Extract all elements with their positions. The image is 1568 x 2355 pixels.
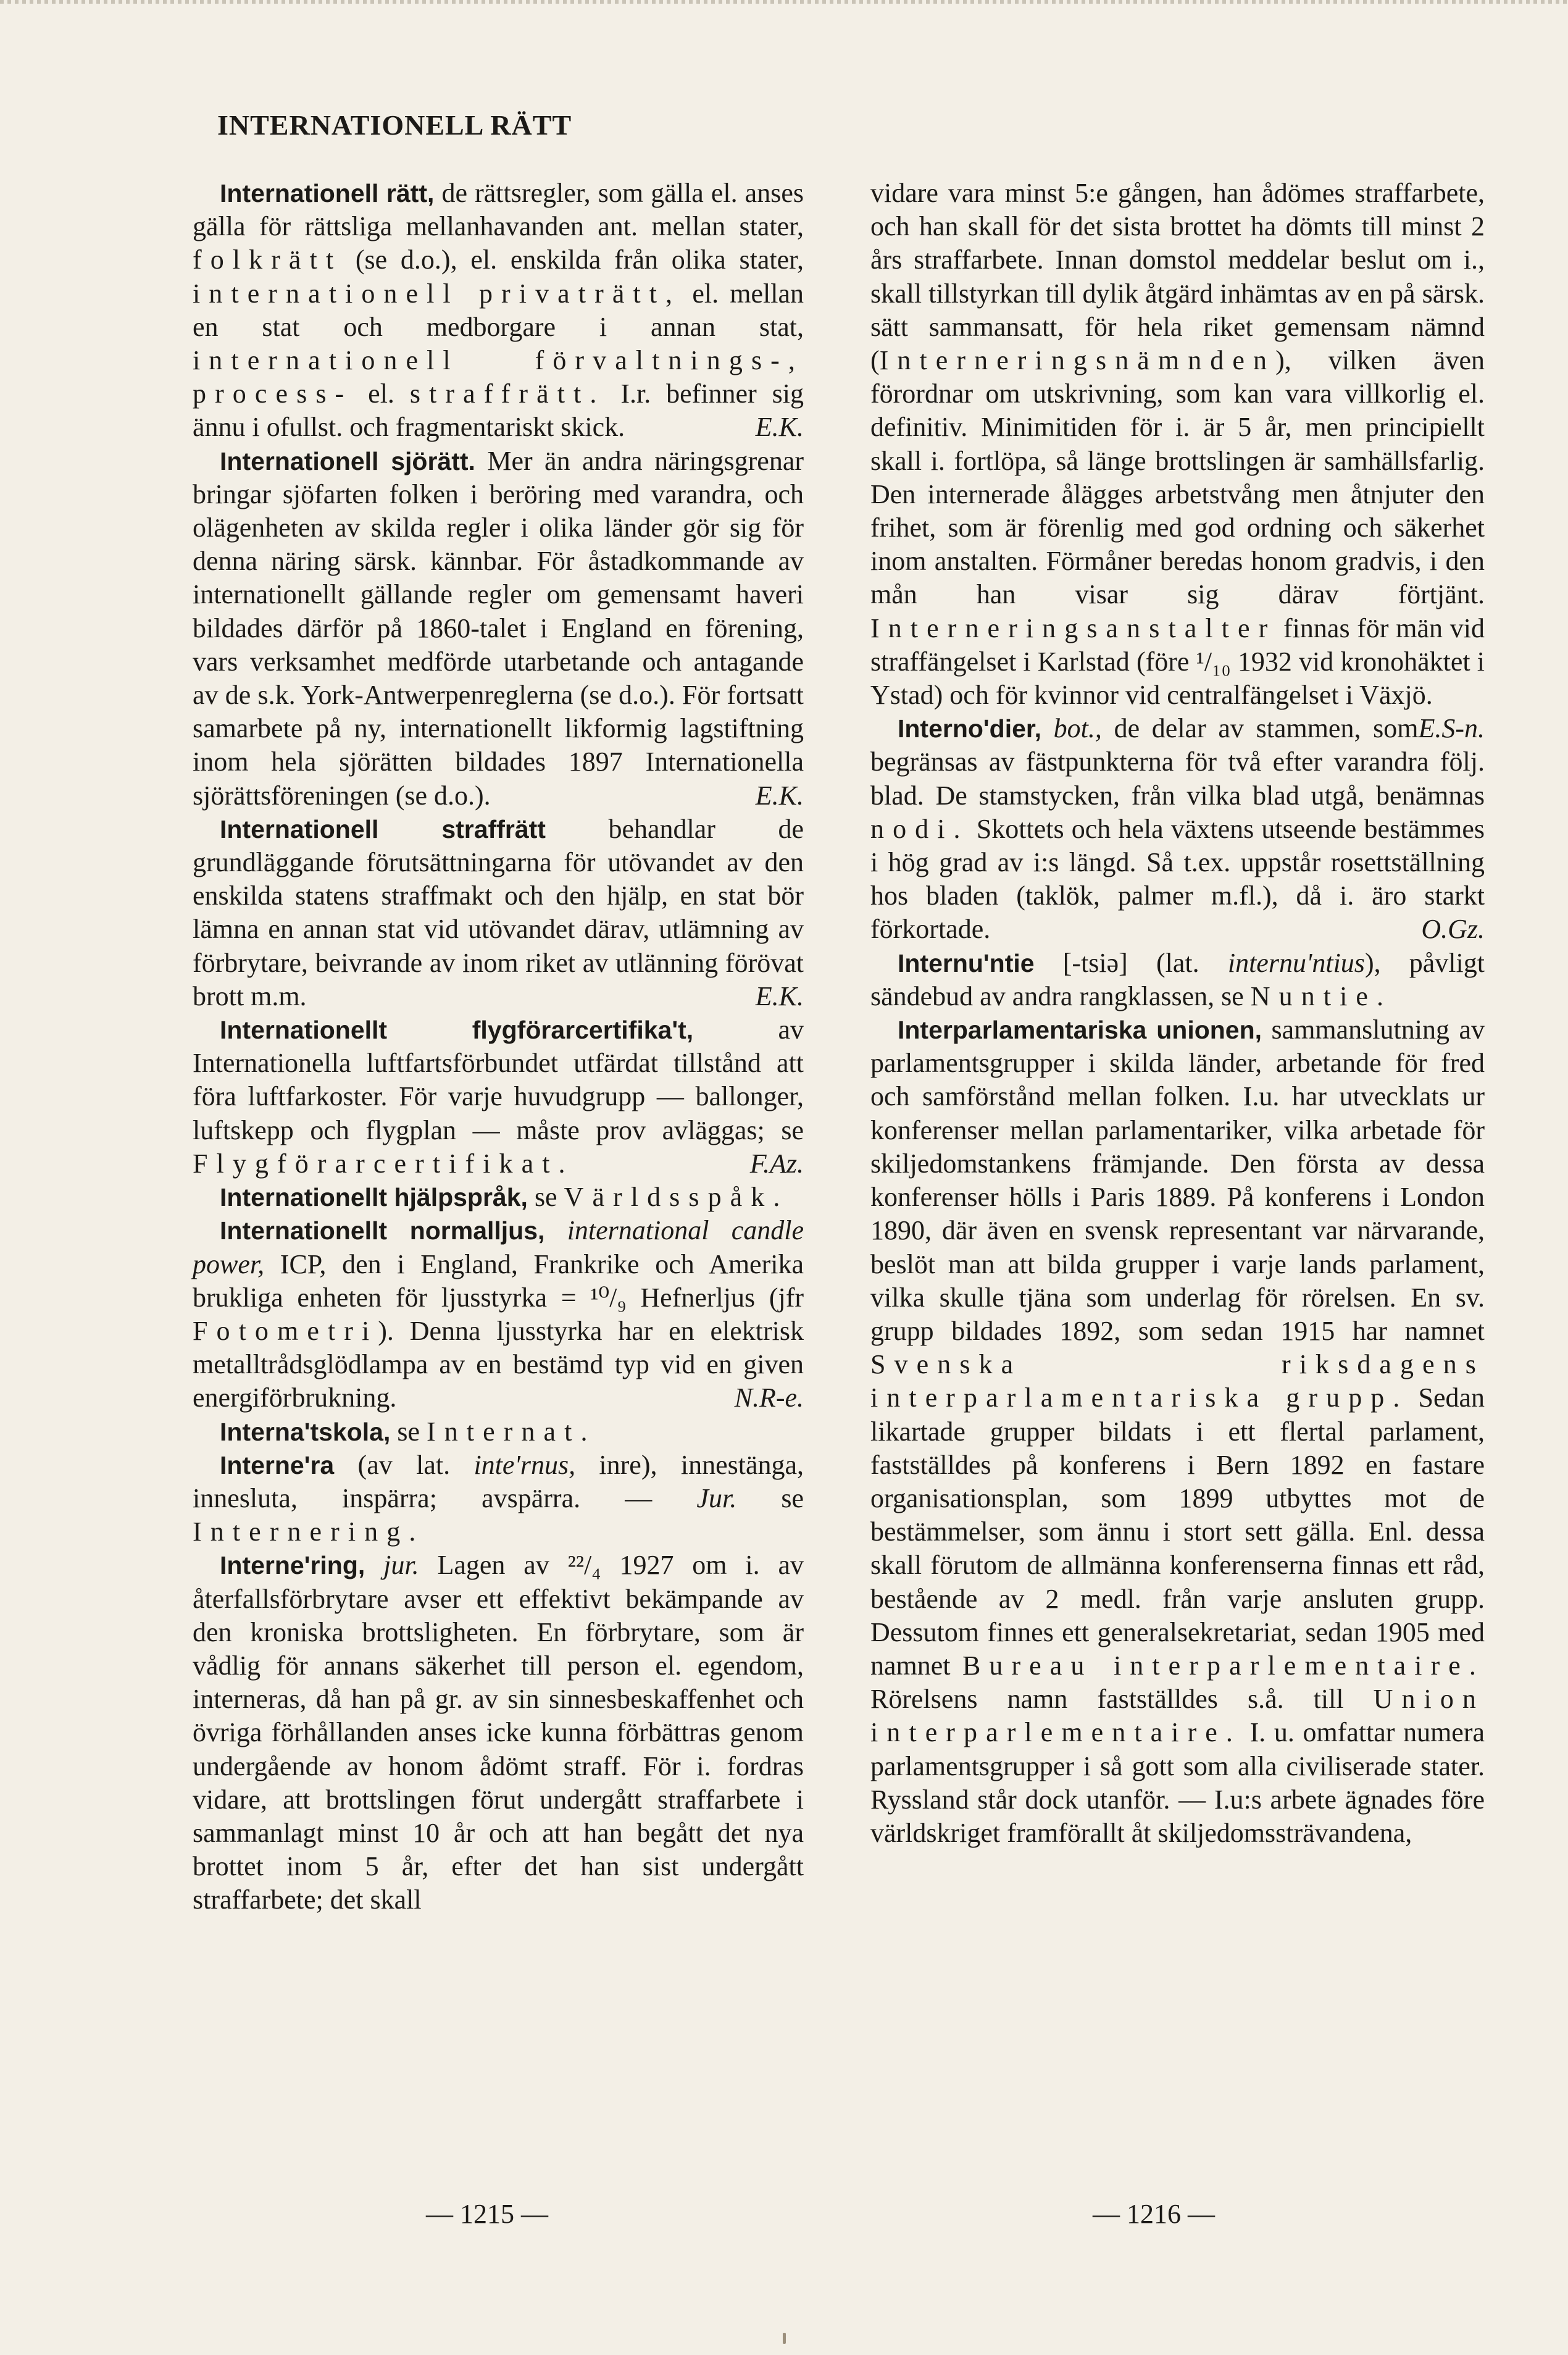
entry-text: (se d.o.), el. enskilda från olika stater, — [342, 245, 804, 275]
entry-text: el. — [352, 379, 410, 409]
headword: Interno'dier, — [898, 714, 1042, 743]
entry-internodier — [870, 712, 1485, 946]
paper-speck — [783, 2333, 786, 2344]
entry-interparlamentariska-unionen — [870, 1013, 1485, 1850]
emphasis-term: nodi. — [870, 813, 969, 844]
entry-text: inre), innestänga, innesluta, inspärra; avspärra. — — [193, 1449, 804, 1513]
author-signature: E.K. — [755, 412, 804, 443]
entry-internering — [193, 1549, 804, 1917]
emphasis-term: Interneringsanstalter — [870, 613, 1277, 643]
entry-text: Lagen av ²²/₄ 1927 om i. av återfallsförbrytare avser ett effektivt bekämpande av den kroniska brottsligheten. En förbrytare, som är vådlig för annans säkerhet till person el. egendom, interneras, då han på gr. av sin sinnesbeskaffenhet och övriga förhållanden anses icke kunna förbättras genom undergående av honom ådömt straff. För i. fordras vidare, att brottslingen förut undergått straffarbete i sammanlagt minst 10 år och att han begått det nya brottet inom 5 år, efter det han sist undergått straffarbete; det skall — [193, 1550, 804, 1915]
entry-normalljus — [193, 1214, 804, 1415]
headword: Interne'ra — [220, 1450, 335, 1479]
entry-internatskola — [193, 1415, 804, 1449]
entry-hjalpsprak — [193, 1181, 804, 1214]
entry-text: Sedan likartade grupper bildats i ett flertal parlament, fastställdes på konferens i Bern 1892 en fastare organisationsplan, som 1899 utbyttes mot de bestämmelser, som ännu i stort sett gälla. Enl. dessa skall förutom de allmänna konferenserna finnas ett råd, bestående av 2 medl. från varje ansluten grupp. Dessutom finnes ett generalsekretariat, sedan 1905 med namnet — [870, 1382, 1485, 1681]
emphasis-term: Union interparlementaire. — [870, 1684, 1485, 1748]
entry-internera — [193, 1449, 804, 1549]
emphasis-term: internationell förvaltnings-, process- — [193, 345, 804, 409]
entry-internationell-ratt — [193, 177, 804, 445]
headword: Interparlamentariska unionen, — [898, 1016, 1262, 1045]
emphasis-term: Interneringsnämnden — [879, 345, 1276, 376]
entry-text: se — [390, 1416, 427, 1447]
entry-text: Rörelsens namn fastställdes s.å. till — [870, 1684, 1374, 1715]
author-signature: N.R-e. — [734, 1382, 804, 1413]
author-signature: E.S-n. — [1418, 713, 1485, 744]
emphasis-term: internationell privaträtt, — [193, 278, 682, 309]
headword: Internu'ntie — [898, 948, 1035, 977]
emphasis-term: Bureau interparlementaire. — [962, 1650, 1485, 1681]
cross-reference: Nuntie. — [1250, 981, 1393, 1011]
entry-text: se — [736, 1483, 804, 1513]
entry-text: el. mellan en stat och medborgare i annan stat, — [193, 278, 804, 342]
entry-text: av Internationella luftfartsförbundet utfärdat tillstånd att föra luftfarkoster. För varje huvudgrupp — ballonger, luftskepp och flygplan — måste prov avläggas; se — [193, 1014, 804, 1145]
entry-text: de rättsregler, som gälla el. anses gälla för rättsliga mellanhavanden ant. mellan stater, — [193, 178, 804, 242]
headword: Internationellt normalljus, — [220, 1216, 545, 1245]
entry-text: ), vilken även förordnar om utskrivning, som kan vara villkorlig el. definitiv. Minimitiden för i. är 5 år, men principiellt skall i. fortlöpa, så länge brottslingen är samhällsfarlig. Den internerade ålägges arbetstvång men åtnjuter den frihet, som är förenlig med god ordning och säkerhet inom anstalten. Förmåner beredas honom gradvis, i den mån han visar sig därav förtjänt. — [870, 345, 1485, 610]
cross-reference: Internering. — [193, 1516, 425, 1547]
page-number-left: — 1215 — — [426, 2199, 548, 2229]
cross-reference: folkrätt — [193, 245, 343, 275]
running-head: INTERNATIONELL RÄTT — [217, 109, 572, 141]
headword: Interna'tskola, — [220, 1417, 391, 1446]
field-label: Jur. — [696, 1483, 737, 1513]
page-top-edge — [0, 0, 1568, 4]
entry-text: de delar av stammen, som begränsas av fästpunkterna för två efter varandra följ. blad. De stamstycken, från vilka blad utgå, benämnas — [870, 713, 1485, 811]
entry-text: vidare vara minst 5:e gången, han ådömes straffarbete, och han skall för det sista brottet ha dömts till minst 2 års straffarbete. Innan domstol meddelar beslut om i., skall tillstyrkan till dylik åtgärd inhämtas av en på särsk. sätt sammansatt, för hela riket gemensam nämnd ( — [870, 178, 1485, 376]
entry-internuntie — [870, 947, 1485, 1013]
entry-text: se — [527, 1182, 564, 1213]
headword: Internationell rätt, — [220, 179, 435, 207]
headword: Internationell sjörätt. — [220, 446, 475, 475]
entry-text: (av lat. — [334, 1449, 474, 1480]
foreign-term: inte'rnus, — [473, 1449, 576, 1480]
foreign-term: internu'ntius — [1227, 947, 1365, 978]
emphasis-term: straffrätt. — [409, 379, 606, 409]
right-column — [870, 177, 1485, 1850]
cross-reference: Världsspåk. — [564, 1182, 789, 1213]
foreign-term: international candle power, — [193, 1215, 804, 1279]
entry-text: I.r. befinner sig ännu i ofullst. och fragmentariskt skick. — [193, 379, 804, 443]
cross-reference: Fotometri — [193, 1315, 378, 1346]
left-column — [193, 177, 804, 1917]
author-signature: E.K. — [755, 981, 804, 1011]
cross-reference: Flygförarcertifikat. — [193, 1148, 574, 1179]
entry-text: Skottets och hela växtens utseende bestämmes i hög grad av i:s längd. Så t.ex. uppstår rosettställning hos bladen (taklök, palmer m.fl.), då i. äro starkt förkortade. — [870, 813, 1485, 945]
headword: Interne'ring, — [220, 1551, 365, 1580]
entry-flygforarcertifikat — [193, 1013, 804, 1181]
field-label: bot., — [1041, 713, 1102, 744]
entry-text: ). Denna ljusstyrka har en elektrisk metalltrådsglödlampa av en bestämd typ vid en given energiförbrukning. — [193, 1315, 804, 1413]
emphasis-term: Svenska riksdagens interparlamentariska grupp. — [870, 1349, 1485, 1413]
headword: Internationellt hjälpspråk, — [220, 1183, 528, 1212]
field-label: jur. — [365, 1550, 419, 1581]
page-number-right: — 1216 — — [1093, 2199, 1215, 2229]
headword: Internationell straffrätt — [220, 814, 546, 843]
entry-text: ), påvligt sändebud av andra rangklassen, se — [870, 947, 1485, 1011]
entry-text: behandlar de grundläggande förutsättningarna för utövandet av den enskilda statens straffmakt och den hjälp, en stat bör lämna en annan stat vid utövandet därav, utlämning av förbrytare, beivrande av inom riket av utlänning förövat brott m.m. — [193, 813, 804, 1011]
entry-text: ICP, den i England, Frankrike och Amerika brukliga enheten för ljusstyrka = ¹⁰/₉ Hefnerljus (jfr — [193, 1249, 804, 1313]
entry-text: sammanslutning av parlamentsgrupper i skilda länder, arbetande för fred och samförstånd mellan folken. I.u. har utvecklats ur konferenser mellan parlamentariker, vilka arbetade för skiljedomstankens främjande. Den första av dessa konferenser hölls i Paris 1889. På konferens i London 1890, där även en svensk representant var närvarande, beslöt man att bilda grupper i varje lands parlament, vilka skulle tjäna som underlag för rörelsen. En sv. grupp bildades 1892, som sedan 1915 har namnet — [870, 1014, 1485, 1346]
entry-text: finnas för män vid straffängelset i Karlstad (före ¹/₁₀ 1932 vid kronohäktet i Ystad) och för kvinnor vid centralfängelset i Växjö. — [870, 613, 1485, 711]
entry-text: I. u. omfattar numera parlamentsgrupper i så gott som alla civiliserade stater. Ryssland står dock utanför. — I.u:s arbete ägnades före världskriget framförallt åt skiljedomssträvandena, — [870, 1717, 1485, 1848]
entry-internationell-straffratt — [193, 813, 804, 1013]
entry-text: [-tsiə] (lat. — [1034, 947, 1228, 978]
entry-internationell-sjoratt — [193, 445, 804, 813]
author-signature: F.Az. — [749, 1148, 804, 1179]
author-signature: E.K. — [755, 780, 804, 811]
cross-reference: Internat. — [427, 1416, 596, 1447]
headword: Internationellt flygförarcertifika't, — [220, 1016, 694, 1045]
entry-text: Mer än andra näringsgrenar bringar sjöfarten folken i beröring med varandra, och olägenheten av skilda regler i olika länder gör sig för denna näring särsk. kännbar. För åstadkommande av internationellt gällande regler om gemensamt haveri bildades därför på 1860-talet i England en förening, vars verksamhet medförde utarbetande och antagande av de s.k. York-Antwerpenreglerna (se d.o.). För fortsatt samarbete på ny, internationellt likformig lagstiftning inom hela sjörätten bildades 1897 Internationella sjörättsföreningen (se d.o.). — [193, 445, 804, 811]
author-signature: O.Gz. — [1421, 914, 1485, 945]
